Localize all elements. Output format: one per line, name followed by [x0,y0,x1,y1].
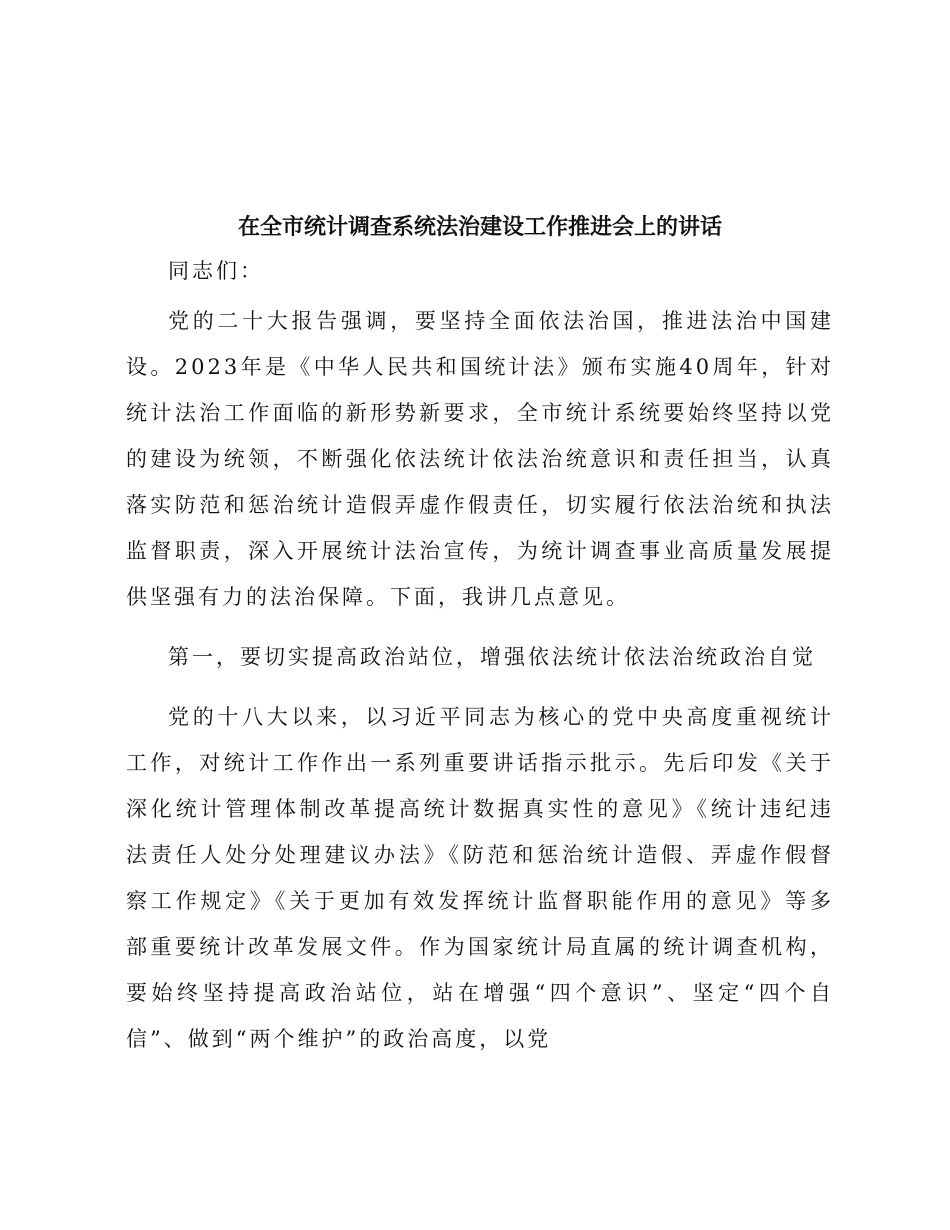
section-1-paragraph: 党的十八大以来，以习近平同志为核心的党中央高度重视统计工作，对统计工作作出一系列重要讲话指示批示。先后印发《关于深化统计管理体制改革提高统计数据真实性的意见》《统计违纪违法责任人处分处理建议办法》《防范和惩治统计造假、弄虚作假督察工作规定》《关于更加有效发挥统计监督职能作用的意见》等多部重要统计改革发展文件。作为国家统计局直属的统计调查机构，要始终坚持提高政治站位，站在增强“四个意识”、坚定“四个自信”、做到“两个维护”的政治高度，以党 [126,705,834,1051]
greeting: 同志们： [168,259,264,283]
document-body [126,210,834,1062]
section-heading-1: 第一，要切实提高政治站位，增强依法统计依法治统政治自觉 [168,645,816,669]
document-title: 在全市统计调查系统法治建设工作推进会上的讲话 [237,214,722,240]
intro-paragraph: 党的二十大报告强调，要坚持全面依法治国，推进法治中国建设。2023年是《中华人民共和国统计法》颁布实施40周年，针对统计法治工作面临的新形势新要求，全市统计系统要始终坚持以党的建设为统领，不断强化依法统计依法治统意识和责任担当，认真落实防范和惩治统计造假弄虚作假责任，切实履行依法治统和执法监督职责，深入开展统计法治宣传，为统计调查事业高质量发展提供坚强有力的法治保障。下面，我讲几点意见。 [126,309,834,609]
